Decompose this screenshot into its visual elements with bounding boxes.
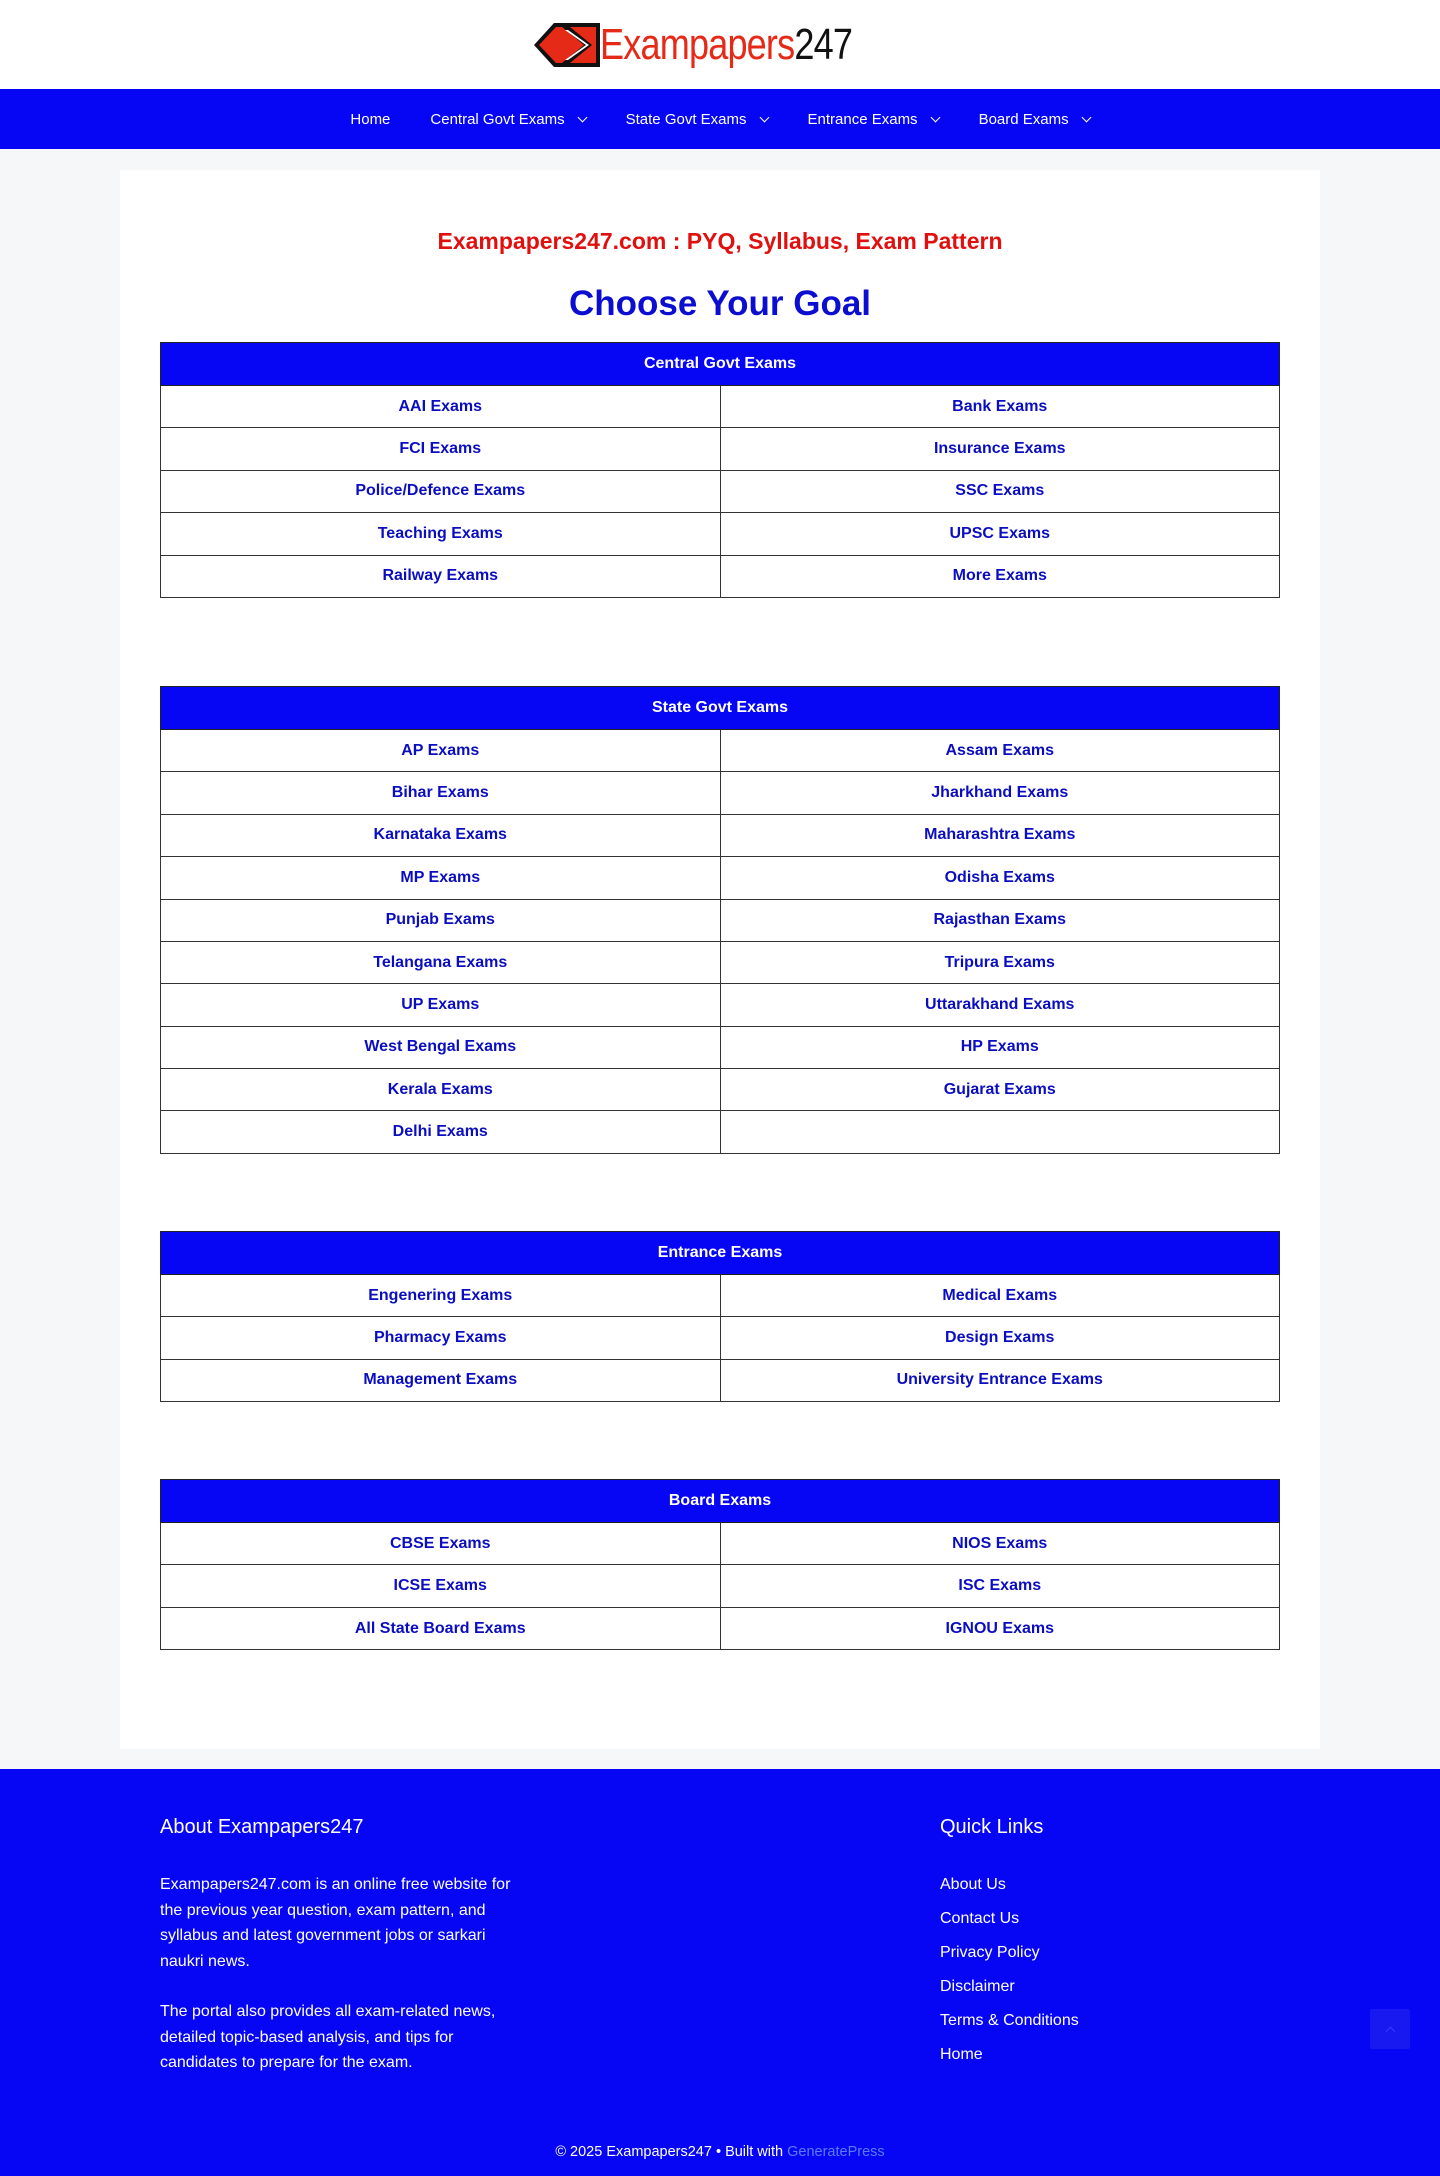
generatepress-link[interactable]: GeneratePress — [787, 2144, 885, 2160]
table-cell — [161, 1607, 721, 1649]
nav-item-home[interactable] — [330, 89, 410, 149]
nav-item-label: Entrance Exams — [807, 110, 918, 128]
table-cell — [161, 470, 721, 512]
quick-links-list — [940, 1872, 1280, 2076]
table-cell — [720, 513, 1280, 555]
table-row — [161, 857, 1280, 899]
table-header-row — [161, 1480, 1280, 1523]
table-row — [161, 1359, 1280, 1401]
table-cell — [161, 428, 721, 470]
table-row — [161, 814, 1280, 856]
exam-link-delhi-exams[interactable]: Delhi Exams — [392, 1123, 488, 1141]
table-heading: Board Exams — [161, 1480, 1280, 1523]
exam-link-railway-exams[interactable]: Railway Exams — [382, 567, 499, 585]
table-cell — [720, 1111, 1280, 1153]
logo-text — [600, 20, 852, 70]
main-nav — [0, 89, 1440, 149]
exam-link-bihar-exams[interactable]: Bihar Exams — [391, 784, 489, 802]
table-row — [161, 428, 1280, 470]
footer-about-heading: About Exampapers247 — [160, 1816, 364, 1838]
exam-link-odisha-exams[interactable]: Odisha Exams — [944, 868, 1055, 886]
state-govt-exams-table — [160, 686, 1280, 1154]
footer-about — [160, 1812, 520, 2101]
table-row — [161, 1274, 1280, 1316]
table-cell — [720, 899, 1280, 941]
exam-link-karnataka-exams[interactable]: Karnataka Exams — [373, 826, 507, 844]
exam-link-more-exams[interactable]: More Exams — [952, 567, 1047, 585]
exam-link-engenering-exams[interactable]: Engenering Exams — [368, 1286, 513, 1304]
table-row — [161, 1607, 1280, 1649]
table-row — [161, 941, 1280, 983]
content-wrap — [0, 149, 1440, 1769]
table-cell — [161, 1317, 721, 1359]
footer-quick-links — [940, 1812, 1280, 2101]
table-cell — [720, 941, 1280, 983]
table-cell — [720, 984, 1280, 1026]
table-row — [161, 984, 1280, 1026]
central-govt-exams-table — [160, 342, 1280, 598]
exam-link-mp-exams[interactable]: MP Exams — [400, 868, 481, 886]
footer-about-text-2: The portal also provides all exam-related news, detailed topic-based analysis, and tips for candidates to prepare for the exam. — [160, 2003, 496, 2071]
table-cell — [161, 984, 721, 1026]
exam-link-icse-exams[interactable]: ICSE Exams — [393, 1577, 487, 1595]
table-cell — [161, 1359, 721, 1401]
exam-link-west-bengal-exams[interactable]: West Bengal Exams — [364, 1038, 517, 1056]
exam-link-assam-exams[interactable]: Assam Exams — [945, 741, 1054, 759]
table-row — [161, 1565, 1280, 1607]
exam-link-fci-exams[interactable]: FCI Exams — [399, 440, 482, 458]
chevron-down-icon — [577, 112, 587, 122]
table-row — [161, 513, 1280, 555]
table-cell — [161, 899, 721, 941]
table-heading: State Govt Exams — [161, 686, 1280, 729]
nav-item-entrance-exams[interactable] — [788, 89, 959, 149]
site-footer — [0, 1769, 1440, 2176]
table-cell — [161, 1111, 721, 1153]
nav-item-board-exams[interactable] — [959, 89, 1110, 149]
nav-list — [330, 89, 1109, 149]
table-header-row — [161, 1231, 1280, 1274]
quick-link-disclaimer[interactable]: Disclaimer — [940, 1978, 1015, 1995]
footer-widgets — [160, 1769, 1280, 2101]
table-cell — [720, 1523, 1280, 1565]
table-cell — [161, 814, 721, 856]
table-cell — [720, 1607, 1280, 1649]
exam-link-pharmacy-exams[interactable]: Pharmacy Exams — [373, 1328, 507, 1346]
table-row — [161, 555, 1280, 597]
table-row — [161, 386, 1280, 428]
table-row — [161, 1317, 1280, 1359]
logo-arrow-icon — [532, 20, 602, 70]
table-row — [161, 470, 1280, 512]
exam-link-design-exams[interactable]: Design Exams — [945, 1328, 1055, 1346]
nav-item-label: Central Govt Exams — [430, 110, 565, 128]
exam-link-hp-exams[interactable]: HP Exams — [960, 1038, 1039, 1056]
exam-link-rajasthan-exams[interactable]: Rajasthan Exams — [933, 911, 1066, 929]
entrance-exams-table — [160, 1231, 1280, 1402]
table-row — [161, 899, 1280, 941]
exam-link-aai-exams[interactable]: AAI Exams — [398, 397, 483, 415]
table-row — [161, 1026, 1280, 1068]
quick-link-about-us[interactable]: About Us — [940, 1876, 1006, 1893]
table-cell — [720, 729, 1280, 771]
table-cell — [161, 772, 721, 814]
nav-item-label: State Govt Exams — [625, 110, 747, 128]
table-row — [161, 1069, 1280, 1111]
table-heading: Central Govt Exams — [161, 343, 1280, 386]
page-tagline: Exampapers247.com : PYQ, Syllabus, Exam Pattern — [437, 228, 1003, 254]
table-cell — [720, 1317, 1280, 1359]
table-cell — [161, 1026, 721, 1068]
nav-item-central-govt-exams[interactable] — [410, 89, 605, 149]
exam-link-cbse-exams[interactable]: CBSE Exams — [390, 1534, 491, 1552]
exam-link-tripura-exams[interactable]: Tripura Exams — [944, 953, 1055, 971]
nav-item-state-govt-exams[interactable] — [606, 89, 788, 149]
table-row — [161, 772, 1280, 814]
table-cell — [720, 386, 1280, 428]
logo-text-dark: 247 — [794, 19, 853, 69]
exam-link-nios-exams[interactable]: NIOS Exams — [952, 1534, 1048, 1552]
table-cell — [161, 1523, 721, 1565]
footer-quick-links-heading: Quick Links — [940, 1816, 1044, 1838]
exam-link-maharashtra-exams[interactable]: Maharashtra Exams — [924, 826, 1076, 844]
exam-link-isc-exams[interactable]: ISC Exams — [958, 1577, 1042, 1595]
logo-text-red: Exampapers — [600, 19, 795, 69]
table-header-row — [161, 343, 1280, 386]
table-cell — [720, 555, 1280, 597]
site-header — [0, 0, 1440, 89]
exam-link-ssc-exams[interactable]: SSC Exams — [955, 482, 1045, 500]
exam-link-kerala-exams[interactable]: Kerala Exams — [387, 1080, 493, 1098]
chevron-down-icon — [1081, 112, 1091, 122]
exam-link-teaching-exams[interactable]: Teaching Exams — [377, 524, 503, 542]
exam-link-medical-exams[interactable]: Medical Exams — [942, 1286, 1058, 1304]
table-cell — [720, 428, 1280, 470]
footer-about-text-1: Exampapers247.com is an online free website for the previous year question, exam pattern, and syllabus and latest government jobs or sarkari naukri news. — [160, 1876, 511, 1970]
exam-link-university-entrance-exams[interactable]: University Entrance Exams — [896, 1371, 1103, 1389]
exam-link-insurance-exams[interactable]: Insurance Exams — [933, 440, 1066, 458]
table-cell — [161, 1069, 721, 1111]
table-cell — [161, 857, 721, 899]
exam-link-uttarakhand-exams[interactable]: Uttarakhand Exams — [925, 995, 1075, 1013]
exam-link-upsc-exams[interactable]: UPSC Exams — [949, 524, 1050, 542]
chevron-down-icon — [759, 112, 769, 122]
table-cell — [720, 814, 1280, 856]
exam-link-bank-exams[interactable]: Bank Exams — [952, 397, 1048, 415]
table-cell — [720, 1565, 1280, 1607]
table-cell — [720, 1026, 1280, 1068]
table-row — [161, 729, 1280, 771]
table-cell — [161, 555, 721, 597]
exam-link-up-exams[interactable]: UP Exams — [401, 995, 480, 1013]
exam-link-gujarat-exams[interactable]: Gujarat Exams — [943, 1080, 1056, 1098]
table-cell — [720, 857, 1280, 899]
chevron-down-icon — [930, 112, 940, 122]
table-cell — [161, 729, 721, 771]
exam-link-ignou-exams[interactable]: IGNOU Exams — [945, 1619, 1054, 1637]
main-content — [120, 170, 1320, 1749]
table-cell — [161, 1565, 721, 1607]
site-logo[interactable] — [532, 15, 907, 75]
quick-link-contact-us[interactable]: Contact Us — [940, 1910, 1020, 1927]
board-exams-table — [160, 1479, 1280, 1650]
exam-link-ap-exams[interactable]: AP Exams — [401, 741, 480, 759]
nav-item-label: Board Exams — [978, 110, 1069, 128]
table-row — [161, 1111, 1280, 1153]
table-cell — [720, 1069, 1280, 1111]
table-cell — [161, 1274, 721, 1316]
table-row — [161, 1523, 1280, 1565]
table-cell — [161, 941, 721, 983]
quick-link-privacy-policy[interactable]: Privacy Policy — [940, 1944, 1040, 1961]
table-cell — [720, 1274, 1280, 1316]
quick-link-terms-and-conditions[interactable]: Terms & Conditions — [940, 2012, 1079, 2029]
table-heading: Entrance Exams — [161, 1231, 1280, 1274]
exam-link-police-defence-exams[interactable]: Police/Defence Exams — [355, 482, 526, 500]
exam-link-jharkhand-exams[interactable]: Jharkhand Exams — [931, 784, 1069, 802]
table-cell — [720, 470, 1280, 512]
exam-link-punjab-exams[interactable]: Punjab Exams — [385, 911, 495, 929]
table-cell — [720, 1359, 1280, 1401]
back-to-top-button[interactable] — [1370, 2009, 1410, 2049]
exam-link-telangana-exams[interactable]: Telangana Exams — [373, 953, 508, 971]
copyright-text: © 2025 Exampapers247 • Built with — [555, 2144, 788, 2160]
table-cell — [720, 772, 1280, 814]
exam-link-all-state-board-exams[interactable]: All State Board Exams — [354, 1619, 526, 1637]
table-cell — [161, 513, 721, 555]
nav-item-label: Home — [350, 110, 391, 128]
copyright — [0, 2140, 1440, 2164]
chevron-up-icon — [1385, 2026, 1395, 2036]
table-header-row — [161, 686, 1280, 729]
quick-link-home[interactable]: Home — [940, 2046, 983, 2063]
exam-link-management-exams[interactable]: Management Exams — [363, 1371, 518, 1389]
table-cell — [161, 386, 721, 428]
page-title: Choose Your Goal — [568, 284, 872, 323]
